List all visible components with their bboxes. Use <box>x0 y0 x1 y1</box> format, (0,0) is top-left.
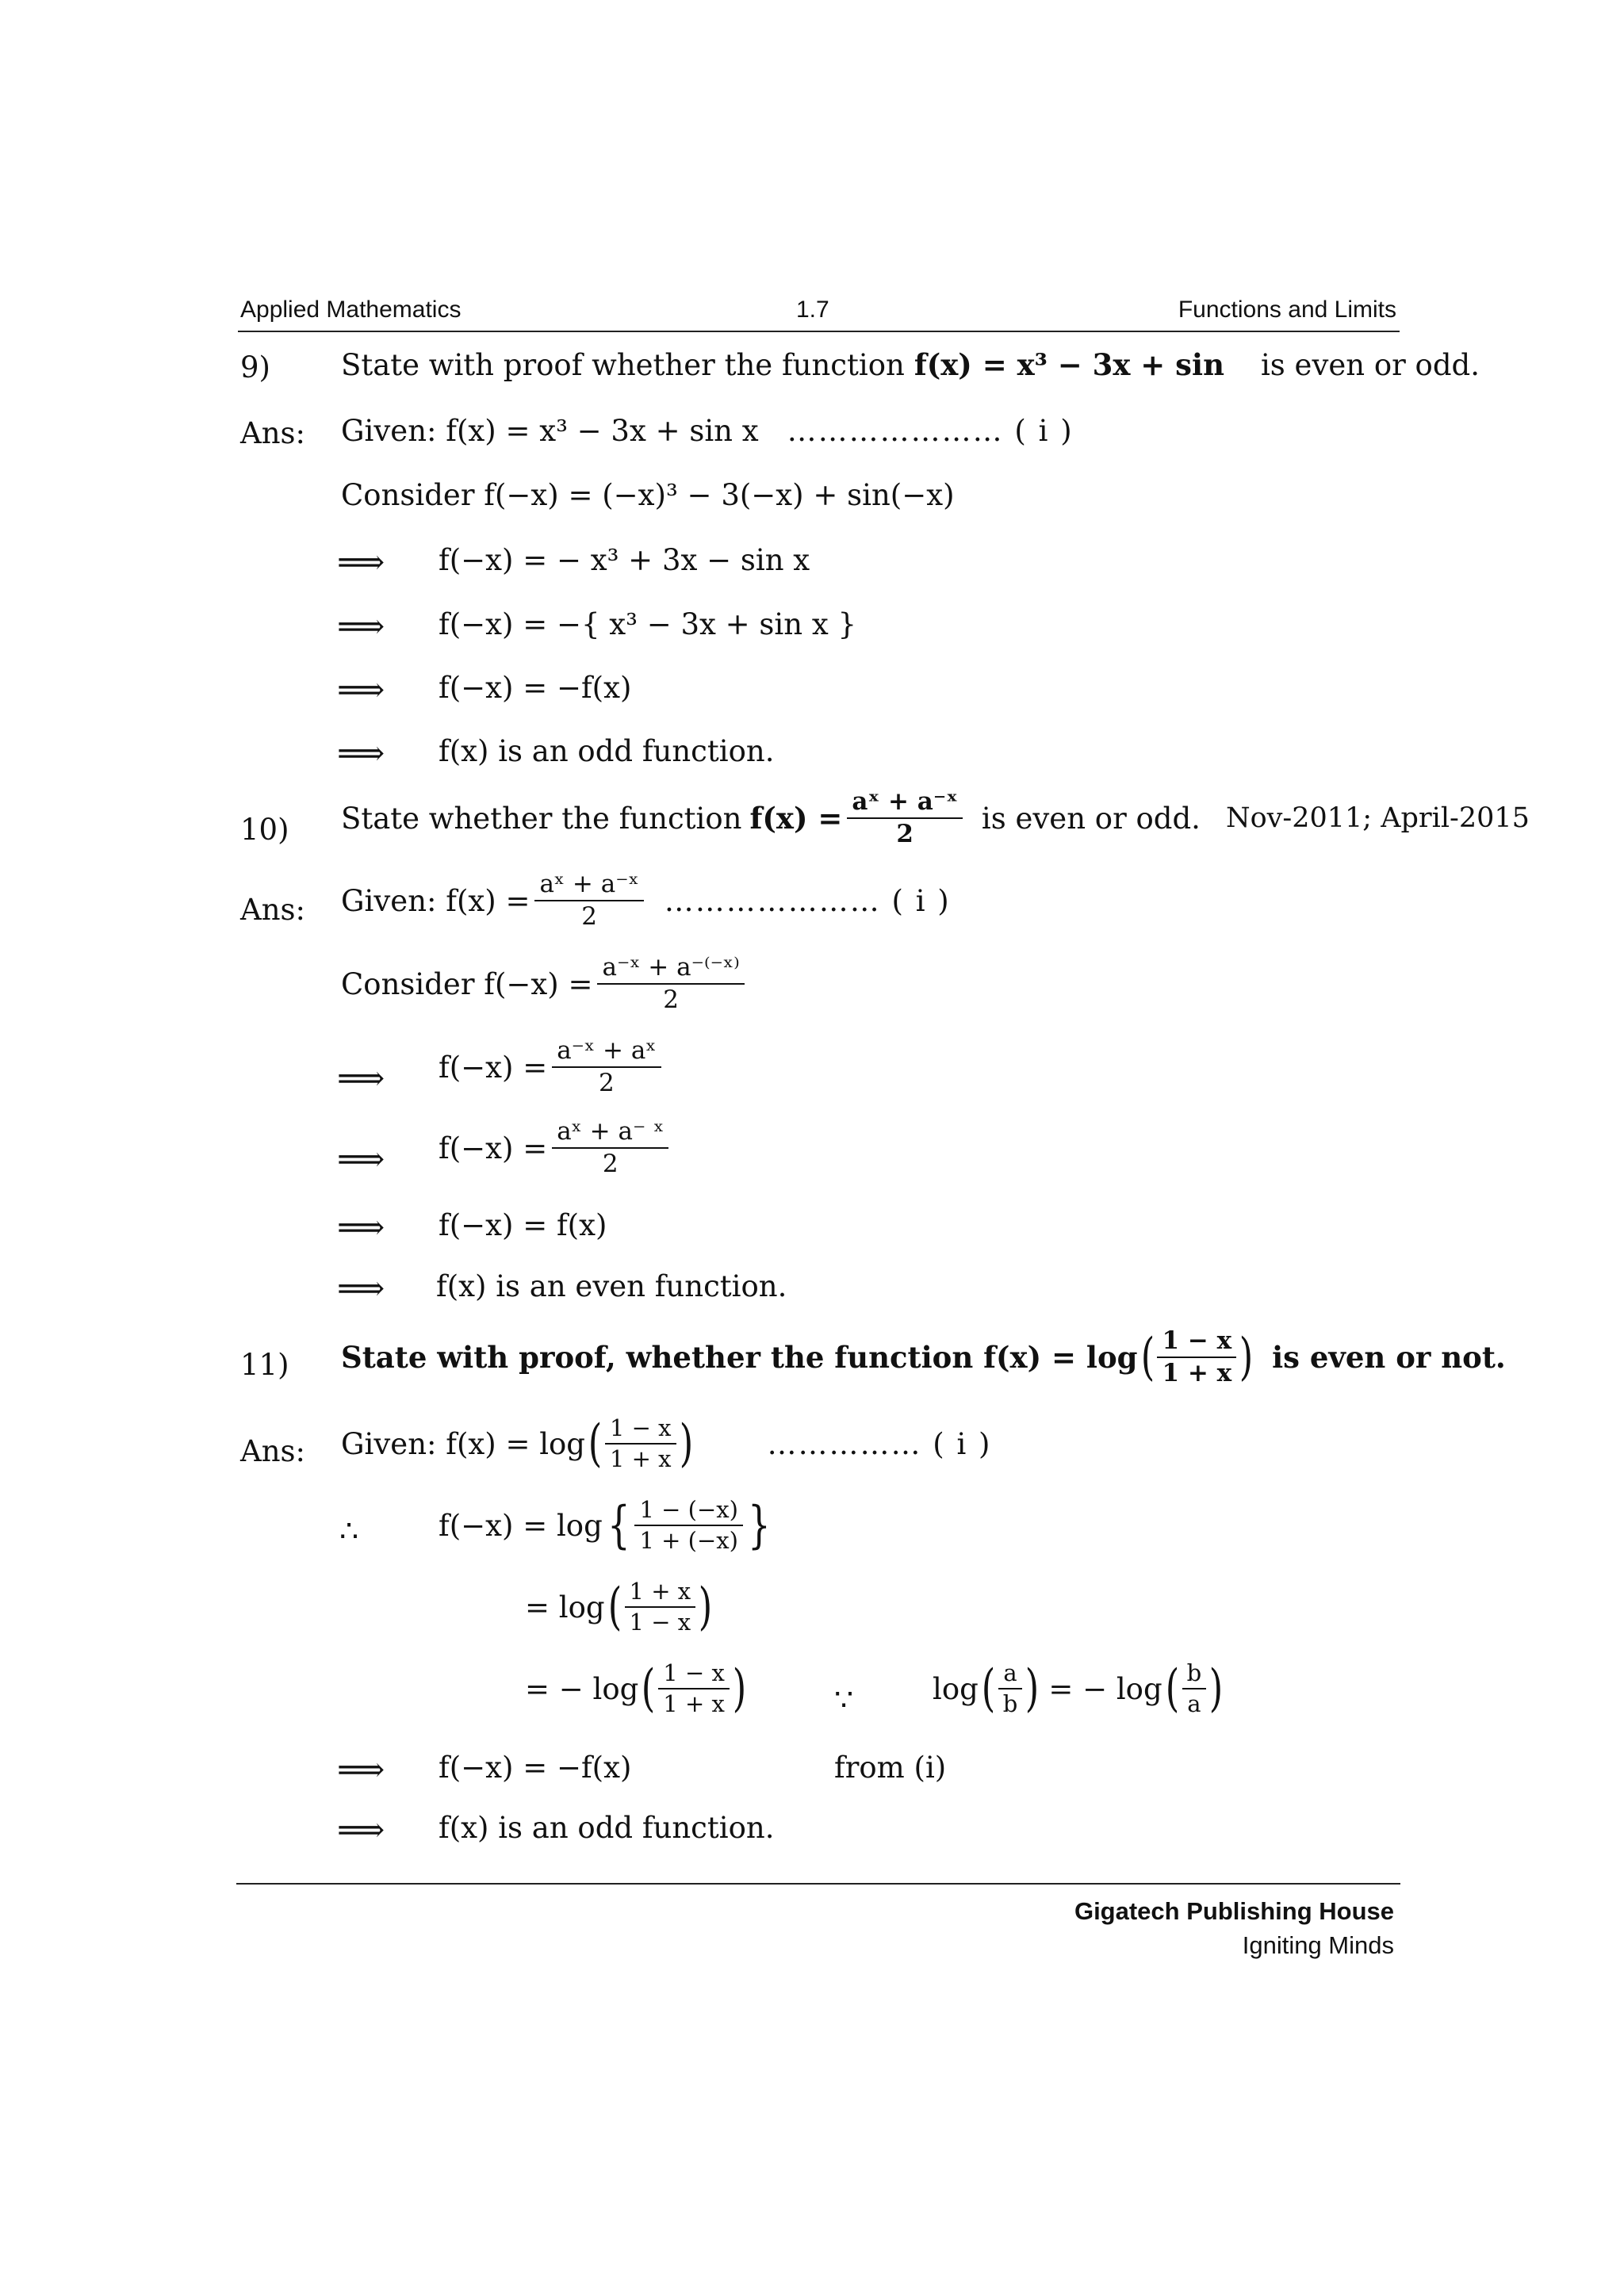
q11-given-row <box>341 1414 992 1473</box>
q11-conclusion: f(x) is an odd function. <box>439 1811 775 1845</box>
implies-icon: ⟹ <box>337 733 385 772</box>
numerator: 1 − x <box>1162 1326 1232 1355</box>
left-paren: ( <box>642 1659 656 1718</box>
left-paren: ( <box>607 1578 622 1636</box>
q10-given-row <box>341 872 951 929</box>
right-paren: ) <box>1239 1328 1254 1387</box>
left-paren: ( <box>981 1659 996 1718</box>
q9-given-tag: ………………… ( i ) <box>787 414 1074 448</box>
implies-icon: ⟹ <box>337 1750 385 1789</box>
denominator: 1 − x <box>625 1606 696 1634</box>
q10-consider-row <box>341 955 749 1012</box>
implies-icon: ⟹ <box>337 1269 385 1307</box>
q10-numerator: aˣ + a⁻ˣ <box>852 787 958 816</box>
q10-conclusion: f(x) is an even function. <box>436 1269 787 1303</box>
denominator: 1 + x <box>605 1443 676 1471</box>
step-fraction <box>658 1659 730 1717</box>
rule-fraction <box>1182 1659 1207 1717</box>
q10-text: State whether the function <box>341 801 742 836</box>
header-subject: Applied Mathematics <box>240 297 462 323</box>
q11-text: State with proof, whether the function f(x) = log <box>341 1339 1138 1375</box>
therefore-icon: ∴ <box>339 1513 359 1548</box>
rule-fraction <box>998 1659 1023 1717</box>
left-paren: ( <box>1140 1328 1155 1387</box>
step-lhs: f(−x) = <box>439 1050 548 1085</box>
step-lhs: f(−x) = <box>439 1131 548 1165</box>
q11-step3 <box>525 1659 749 1718</box>
q11-text-after: is even or not. <box>1272 1339 1506 1375</box>
step-lhs: = log <box>525 1590 605 1624</box>
left-paren: ( <box>1165 1659 1179 1718</box>
right-paren: ) <box>1208 1659 1224 1718</box>
header-rule <box>238 331 1400 332</box>
given-lhs: Given: f(x) = log <box>341 1426 585 1461</box>
step-fraction <box>552 1036 661 1097</box>
denominator: 2 <box>552 1147 668 1177</box>
q10-question <box>341 787 1530 848</box>
publisher-tagline: Igniting Minds <box>1242 1931 1394 1959</box>
q11-number: 11) <box>240 1348 289 1382</box>
left-brace: { <box>607 1496 630 1555</box>
numerator: a⁻ˣ + a⁻⁽⁻ˣ⁾ <box>602 953 740 982</box>
numerator: a⁻ˣ + aˣ <box>557 1036 657 1065</box>
q10-denominator: 2 <box>847 817 963 847</box>
implies-icon: ⟹ <box>337 1810 385 1849</box>
q10-consider-lhs: Consider f(−x) = <box>341 966 593 1001</box>
numerator: aˣ + a⁻ ˣ <box>557 1117 665 1146</box>
q11-ans-label: Ans: <box>240 1434 306 1468</box>
q11-fraction <box>1157 1326 1236 1387</box>
q10-consider-fraction <box>597 955 744 1012</box>
left-paren: ( <box>588 1414 603 1473</box>
page-number: 1.7 <box>796 297 829 323</box>
right-paren: ) <box>1025 1659 1040 1718</box>
numerator: b <box>1186 1659 1202 1686</box>
numerator: a <box>1003 1659 1017 1686</box>
rule-equals: = − log <box>1048 1671 1162 1706</box>
q9-step: f(−x) = − x³ + 3x − sin x <box>439 543 810 577</box>
q10-exam-ref: Nov-2011; April-2015 <box>1225 802 1530 834</box>
q9-text: State with proof whether the function <box>341 348 905 382</box>
numerator: 1 + x <box>629 1578 691 1605</box>
q11-given-tag: …………… ( i ) <box>767 1426 992 1461</box>
q10-number: 10) <box>240 813 289 847</box>
footer-rule <box>236 1883 1400 1885</box>
step-fraction <box>552 1119 668 1177</box>
q9-given: Given: f(x) = x³ − 3x + sin x <box>341 414 759 448</box>
q9-question <box>341 347 1480 382</box>
denominator: 1 + x <box>1157 1357 1236 1386</box>
q11-log-rule <box>933 1659 1226 1718</box>
q10-given-tag: ………………… ( i ) <box>664 883 951 918</box>
rule-log: log <box>933 1671 979 1706</box>
header-chapter: Functions and Limits <box>1178 297 1396 323</box>
q9-step: f(−x) = −{ x³ − 3x + sin x } <box>439 607 856 641</box>
step-lhs: f(−x) = log <box>439 1508 603 1543</box>
q11-question <box>341 1326 1506 1387</box>
numerator: 1 − x <box>609 1414 672 1441</box>
implies-icon: ⟹ <box>337 1058 385 1097</box>
numerator: 1 − (−x) <box>639 1496 738 1523</box>
right-paren: ) <box>732 1659 747 1718</box>
q10-given-fraction <box>534 872 643 929</box>
q9-consider: Consider f(−x) = (−x)³ − 3(−x) + sin(−x) <box>341 478 955 512</box>
implies-icon: ⟹ <box>337 542 385 581</box>
q10-ans-label: Ans: <box>240 893 306 927</box>
q9-ans-label: Ans: <box>240 416 306 450</box>
denominator: 2 <box>597 983 744 1012</box>
q9-step: f(−x) = −f(x) <box>439 671 632 705</box>
q11-step2 <box>525 1580 715 1634</box>
q9-number: 9) <box>240 350 270 385</box>
q10-step1 <box>439 1036 666 1097</box>
q10-step3: f(−x) = f(x) <box>439 1208 607 1242</box>
denominator: 2 <box>552 1066 661 1096</box>
right-paren: ) <box>679 1414 693 1473</box>
denominator: 2 <box>534 900 643 929</box>
publisher-name: Gigatech Publishing House <box>1074 1897 1394 1925</box>
step-lhs: = − log <box>525 1671 639 1706</box>
given-fraction <box>605 1414 676 1472</box>
q9-text-after: is even or odd. <box>1260 348 1480 382</box>
denominator: 1 + (−x) <box>634 1525 742 1552</box>
denominator: a <box>1182 1688 1207 1716</box>
right-paren: ) <box>698 1578 713 1636</box>
q10-lhs: f(x) = <box>749 800 843 836</box>
q11-step1 <box>439 1496 776 1555</box>
numerator: 1 − x <box>663 1659 725 1686</box>
implies-icon: ⟹ <box>337 1139 385 1178</box>
q11-step4: f(−x) = −f(x) <box>439 1751 632 1785</box>
implies-icon: ⟹ <box>337 670 385 709</box>
because-icon: ∵ <box>834 1682 854 1717</box>
q11-step4-note: from (i) <box>834 1751 947 1785</box>
numerator: aˣ + a⁻ˣ <box>539 870 639 898</box>
denominator: b <box>998 1688 1023 1716</box>
q9-formula: f(x) = x³ − 3x + sin <box>914 347 1224 382</box>
denominator: 1 + x <box>658 1688 730 1716</box>
q9-given-row <box>341 416 1074 446</box>
q10-given-lhs: Given: f(x) = <box>341 883 530 918</box>
step-fraction <box>634 1498 742 1552</box>
implies-icon: ⟹ <box>337 1207 385 1246</box>
q9-conclusion: f(x) is an odd function. <box>439 734 775 768</box>
q10-fraction <box>847 787 963 848</box>
q10-text-after: is even or odd. <box>981 801 1201 836</box>
right-brace: } <box>748 1496 771 1555</box>
implies-icon: ⟹ <box>337 607 385 645</box>
step-fraction <box>625 1580 696 1634</box>
q10-step2 <box>439 1119 673 1177</box>
